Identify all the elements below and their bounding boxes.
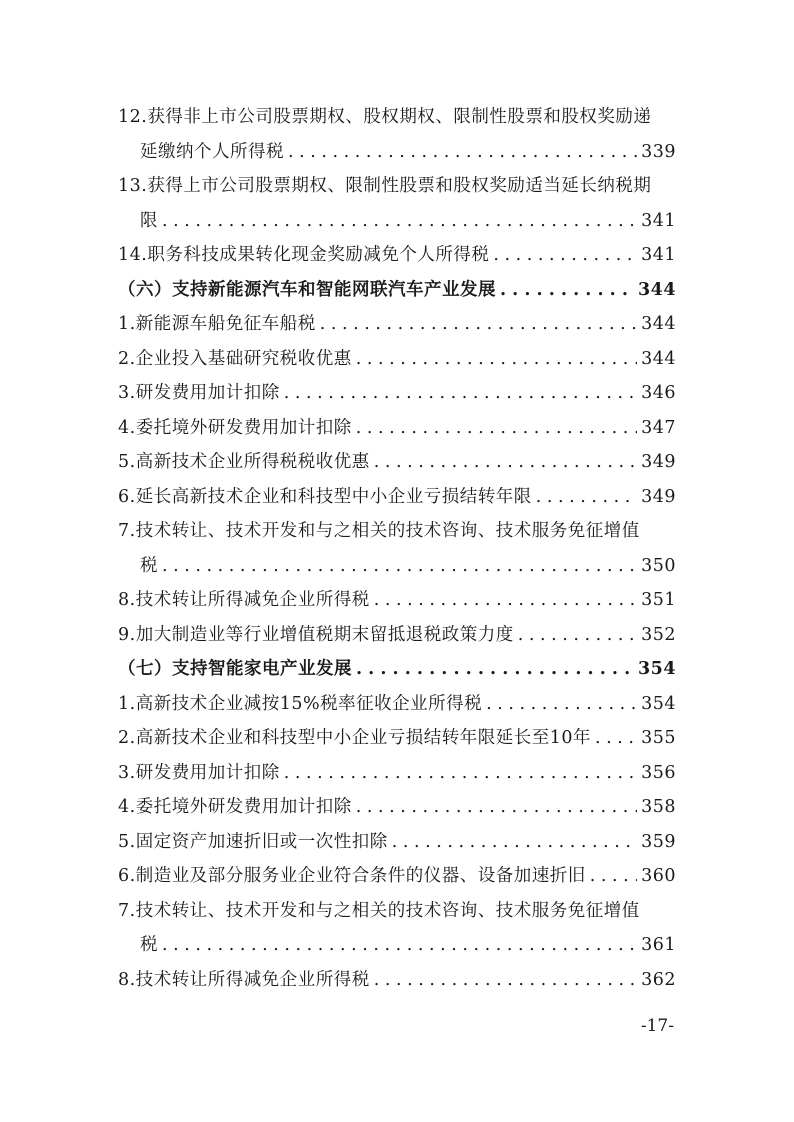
dot-leader	[374, 445, 637, 480]
toc-entry-title: 2.企业投入基础研究税收优惠	[118, 348, 352, 369]
toc-page-number: 354	[641, 693, 676, 714]
toc-entry[interactable]	[118, 790, 676, 825]
toc-entry[interactable]	[118, 411, 676, 446]
toc-entry-title: 1.新能源车船免征车船税	[118, 314, 316, 334]
toc-page-number: 358	[641, 797, 676, 817]
toc-entry[interactable]	[118, 859, 676, 894]
toc-page-number: 354	[637, 659, 676, 679]
toc-page-number: 341	[641, 210, 676, 231]
dot-leader	[162, 204, 637, 239]
dot-leader	[595, 721, 637, 756]
toc-entry[interactable]	[118, 687, 676, 722]
dot-leader	[284, 376, 637, 411]
toc-entry-title: 5.高新技术企业所得税税收优惠	[118, 452, 370, 472]
toc-entry-title: 14.职务科技成果转化现金奖励减免个人所得税	[118, 245, 490, 265]
dot-leader	[590, 859, 637, 894]
toc-entry-title: 6.延长高新技术企业和科技型中小企业亏损结转年限	[118, 486, 532, 507]
toc-entry-title-continued: 税	[140, 935, 158, 955]
toc-page-number: 350	[641, 555, 676, 576]
dot-leader	[320, 307, 637, 342]
toc-page-number: 359	[641, 831, 676, 852]
toc-entry-title: 13.获得上市公司股票期权、限制性股票和股权奖励适当延长纳税期	[118, 176, 652, 196]
toc-page-number: 355	[641, 728, 676, 748]
toc-entry-title: 5.固定资产加速折旧或一次性扣除	[118, 831, 388, 852]
toc-entry[interactable]	[118, 894, 676, 963]
dot-leader	[536, 480, 637, 515]
toc-entry[interactable]	[118, 825, 676, 860]
toc-section-heading[interactable]	[118, 652, 676, 687]
dot-leader	[356, 411, 637, 446]
toc-entry-title: 4.委托境外研发费用加计扣除	[118, 797, 352, 817]
toc-entry-title: 8.技术转让所得减免企业所得税	[118, 969, 370, 990]
toc-page-number: 352	[641, 624, 676, 645]
toc-entry[interactable]	[118, 618, 676, 653]
toc-entry[interactable]	[118, 100, 676, 169]
toc-entry-title: 7.技术转让、技术开发和与之相关的技术咨询、技术服务免征增值	[118, 900, 640, 921]
toc-entry[interactable]	[118, 756, 676, 791]
toc-entry[interactable]	[118, 721, 676, 756]
dot-leader	[486, 687, 637, 722]
toc-entry[interactable]	[118, 963, 676, 998]
toc-page-number: 344	[637, 279, 676, 300]
dot-leader	[356, 342, 637, 377]
toc-page-number: 349	[641, 452, 676, 472]
table-of-contents	[118, 100, 676, 997]
dot-leader	[500, 273, 634, 308]
toc-page-number: 339	[641, 141, 676, 162]
toc-entry-title: 3.研发费用加计扣除	[118, 762, 280, 783]
toc-entry-title: 8.技术转让所得减免企业所得税	[118, 590, 370, 610]
toc-page-number: 360	[641, 866, 676, 886]
dot-leader	[374, 583, 637, 618]
toc-entry-title: 2.高新技术企业和科技型中小企业亏损结转年限延长至10年	[118, 728, 591, 748]
toc-page-number: 341	[641, 245, 676, 265]
toc-entry[interactable]	[118, 238, 676, 273]
toc-entry[interactable]	[118, 480, 676, 515]
toc-entry-title: 12.获得非上市公司股票期权、股权期权、限制性股票和股权奖励递	[118, 107, 652, 127]
toc-entry[interactable]	[118, 376, 676, 411]
toc-entry-title: 4.委托境外研发费用加计扣除	[118, 417, 352, 438]
dot-leader	[356, 790, 637, 825]
dot-leader	[356, 652, 634, 687]
dot-leader	[493, 238, 637, 273]
toc-entry-title: 1.高新技术企业减按15%税率征收企业所得税	[118, 693, 483, 714]
toc-entry-title-continued: 延缴纳个人所得税	[140, 141, 284, 162]
toc-entry[interactable]	[118, 514, 676, 583]
dot-leader	[162, 928, 637, 963]
dot-leader	[162, 549, 637, 584]
toc-entry[interactable]	[118, 307, 676, 342]
toc-page-number: 356	[641, 762, 676, 783]
toc-entry-title-continued: 税	[140, 555, 158, 576]
toc-entry[interactable]	[118, 445, 676, 480]
page-footer-number: -17-	[640, 1016, 674, 1036]
toc-entry-title: 7.技术转让、技术开发和与之相关的技术咨询、技术服务免征增值	[118, 521, 640, 541]
toc-section-title: （七）支持智能家电产业发展	[118, 659, 352, 679]
toc-page-number: 361	[641, 935, 676, 955]
toc-entry-title: 3.研发费用加计扣除	[118, 383, 280, 403]
toc-page-number: 349	[641, 486, 676, 507]
toc-entry-title-continued: 限	[140, 210, 158, 231]
toc-entry[interactable]	[118, 342, 676, 377]
toc-entry-title: 6.制造业及部分服务业企业符合条件的仪器、设备加速折旧	[118, 866, 586, 886]
dot-leader	[374, 963, 637, 998]
toc-page-number: 344	[641, 314, 676, 334]
toc-page-number: 344	[641, 348, 676, 369]
toc-page-number: 346	[641, 383, 676, 403]
toc-entry[interactable]	[118, 169, 676, 238]
toc-section-heading[interactable]	[118, 273, 676, 308]
dot-leader	[284, 756, 637, 791]
toc-entry-title: 9.加大制造业等行业增值税期末留抵退税政策力度	[118, 624, 514, 645]
toc-page-number: 351	[641, 590, 676, 610]
toc-page-number: 362	[641, 969, 676, 990]
toc-entry[interactable]	[118, 583, 676, 618]
toc-section-title: （六）支持新能源汽车和智能网联汽车产业发展	[118, 279, 496, 300]
dot-leader	[288, 135, 637, 170]
toc-page-number: 347	[641, 417, 676, 438]
dot-leader	[518, 618, 637, 653]
dot-leader	[392, 825, 637, 860]
